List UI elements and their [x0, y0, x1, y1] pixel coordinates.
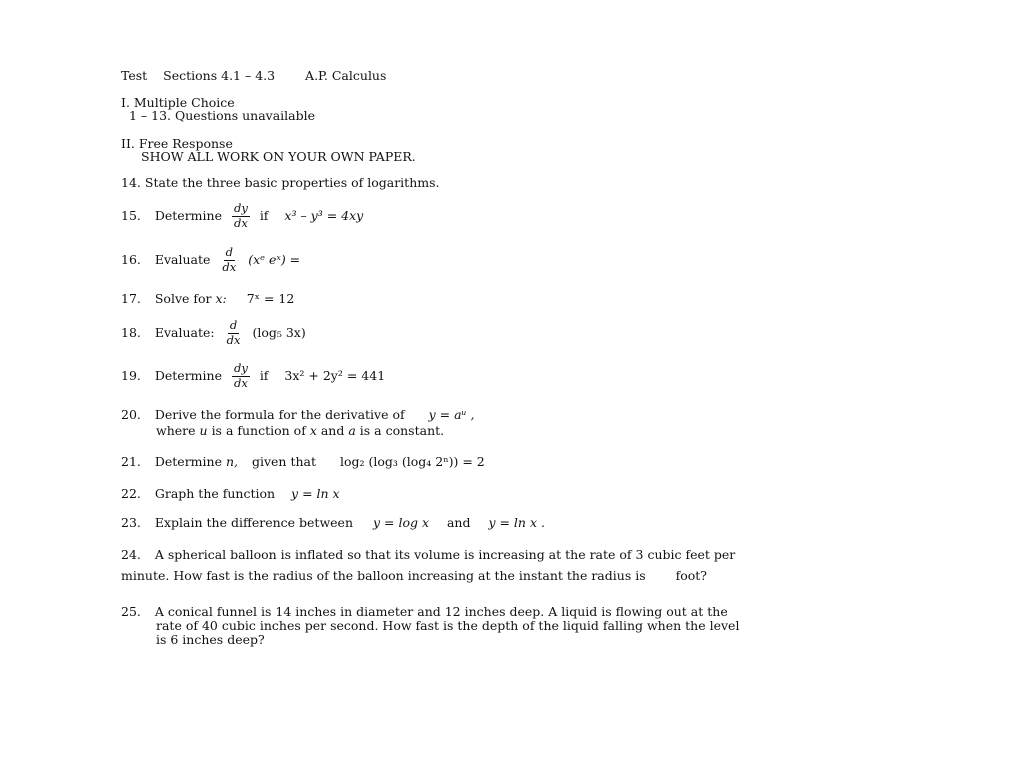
- q23-prefix: Explain the difference between: [154, 515, 353, 530]
- q20-and: and: [320, 423, 345, 438]
- header-test: Test: [121, 68, 148, 83]
- q18-expression: (log₅ 3x): [252, 324, 306, 340]
- q20-function-of: is a function of: [211, 423, 306, 438]
- q16-expression: (xᵉ eˣ) =: [248, 251, 301, 267]
- question-14: [121, 177, 440, 190]
- q15-prefix: Determine: [154, 207, 222, 223]
- q18-fraction: [225, 320, 243, 346]
- header-course: A.P. Calculus: [305, 68, 387, 83]
- q18-frac-den: dx: [226, 332, 241, 347]
- q19-prefix: Determine: [154, 367, 222, 383]
- q18-number: 18.: [121, 324, 141, 340]
- question-25-line2: rate of 40 cubic inches per second. How fast is the depth of the liquid falling when the level: [156, 618, 740, 633]
- part2-title: II. Free Response: [121, 136, 233, 151]
- question-25-line3: is 6 inches deep?: [156, 632, 265, 647]
- q15-cond: if: [259, 207, 269, 223]
- q24-unit: foot?: [675, 568, 707, 583]
- q20-expression: y = aᵘ ,: [428, 407, 475, 422]
- q15-number: 15.: [121, 207, 141, 223]
- q15-expression: x³ – y³ = 4xy: [284, 207, 364, 223]
- q16-number: 16.: [121, 251, 141, 267]
- q17-prefix: Solve for: [154, 291, 212, 306]
- q21-given: given that: [251, 454, 317, 469]
- q16-frac-num: d: [225, 245, 234, 259]
- q23-expression-ln: y = ln x .: [488, 515, 545, 530]
- question-15: [121, 203, 363, 229]
- question-25-line1: [121, 606, 728, 619]
- question-21: [121, 456, 485, 469]
- q15-fraction: [232, 203, 250, 229]
- q24-number: 24.: [121, 547, 141, 562]
- q24-line2: minute. How fast is the radius of the balloon increasing at the instant the radius is: [121, 568, 646, 583]
- q19-number: 19.: [121, 367, 141, 383]
- q17-variable: x:: [215, 291, 227, 306]
- q22-prefix: Graph the function: [154, 486, 276, 501]
- q22-number: 22.: [121, 486, 141, 501]
- q14-text: State the three basic properties of logarithms.: [144, 175, 440, 190]
- q22-expression: y = ln x: [291, 486, 340, 501]
- q17-number: 17.: [121, 291, 141, 306]
- q25-line1: A conical funnel is 14 inches in diameter and 12 inches deep. A liquid is flowing out at the: [154, 604, 728, 619]
- question-17: [121, 293, 294, 306]
- q21-number: 21.: [121, 454, 141, 469]
- q20-a: a: [348, 423, 356, 438]
- q20-number: 20.: [121, 407, 141, 422]
- q23-and: and: [446, 515, 471, 530]
- header-sections: Sections 4.1 – 4.3: [163, 68, 276, 83]
- q21-expression: log₂ (log₃ (log₄ 2ⁿ)) = 2: [339, 454, 485, 469]
- q20-where: where: [156, 423, 196, 438]
- q20-x: x: [309, 423, 317, 438]
- q19-expression: 3x² + 2y² = 441: [284, 367, 386, 383]
- q20-constant: is a constant.: [359, 423, 445, 438]
- q18-frac-num: d: [229, 318, 238, 332]
- question-18: [121, 320, 306, 346]
- q19-fraction: [232, 363, 250, 389]
- q24-line1: A spherical balloon is inflated so that its volume is increasing at the rate of 3 cubic feet per: [154, 547, 736, 562]
- q17-expression: 7ˣ = 12: [246, 291, 295, 306]
- q20-u: u: [199, 423, 208, 438]
- question-23: [121, 517, 545, 530]
- question-24-line1: [121, 549, 735, 562]
- question-20-line2: [156, 425, 444, 438]
- q21-prefix: Determine: [154, 454, 222, 469]
- question-16: [121, 247, 300, 273]
- q15-frac-den: dx: [233, 215, 248, 230]
- q23-number: 23.: [121, 515, 141, 530]
- q19-frac-num: dy: [233, 361, 248, 375]
- part1-note: 1 – 13. Questions unavailable: [129, 108, 316, 123]
- question-22: [121, 488, 340, 501]
- question-20-line1: [121, 409, 474, 422]
- q16-fraction: [220, 247, 238, 273]
- question-19: [121, 363, 385, 389]
- q19-cond: if: [259, 367, 269, 383]
- q15-frac-num: dy: [233, 201, 248, 215]
- q20-line1: Derive the formula for the derivative of: [154, 407, 405, 422]
- q25-number: 25.: [121, 604, 141, 619]
- q18-prefix: Evaluate:: [154, 324, 215, 340]
- q19-frac-den: dx: [233, 375, 248, 390]
- part2-instruction: SHOW ALL WORK ON YOUR OWN PAPER.: [141, 149, 416, 164]
- q23-expression-log: y = log x: [372, 515, 429, 530]
- q16-frac-den: dx: [222, 259, 237, 274]
- part1-title: I. Multiple Choice: [121, 95, 235, 110]
- q16-prefix: Evaluate: [154, 251, 211, 267]
- q21-variable: n,: [225, 454, 238, 469]
- question-24-line2: [121, 570, 707, 583]
- test-header: [121, 70, 386, 83]
- q14-number: 14.: [121, 175, 141, 190]
